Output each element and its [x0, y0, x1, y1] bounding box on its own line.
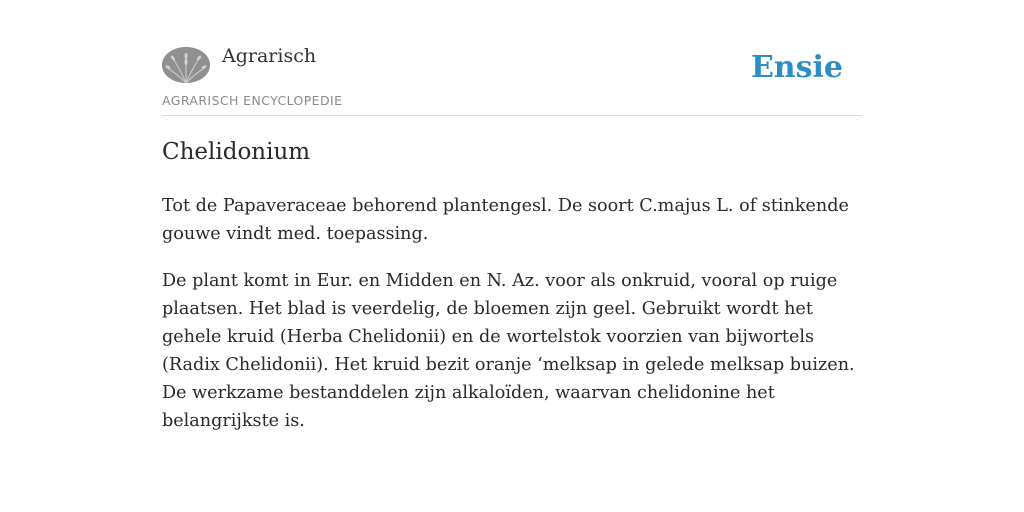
wheat-icon[interactable]	[162, 47, 210, 83]
article-header	[162, 0, 862, 116]
article-title: Chelidonium	[162, 139, 311, 165]
source-subtitle: AGRARISCH ENCYCLOPEDIE	[162, 93, 343, 108]
brand-logo[interactable]: Ensie	[750, 50, 843, 85]
article-paragraph: Tot de Papaveraceae behorend plantengesl. De soort C.majus L. of stinkende gouwe vindt med. toepassing.	[162, 196, 849, 244]
page-container	[162, 0, 862, 431]
article-paragraph: De plant komt in Eur. en Midden en N. Az. voor als onkruid, vooral op ruige plaatsen. Het blad is veerdelig, de bloemen zijn geel. Gebruikt wordt het gehele kruid (Herba Chelidonii) en de wortelstok voorzien van bijwortels (Radix Chelidonii). Het kruid bezit oranje ‘melksap in gelede melksap buizen. De werkzame bestanddelen zijn alkaloïden, waarvan chelidonine het belangrijkste is.	[162, 271, 855, 431]
source-link[interactable]: Agrarisch	[222, 45, 317, 67]
